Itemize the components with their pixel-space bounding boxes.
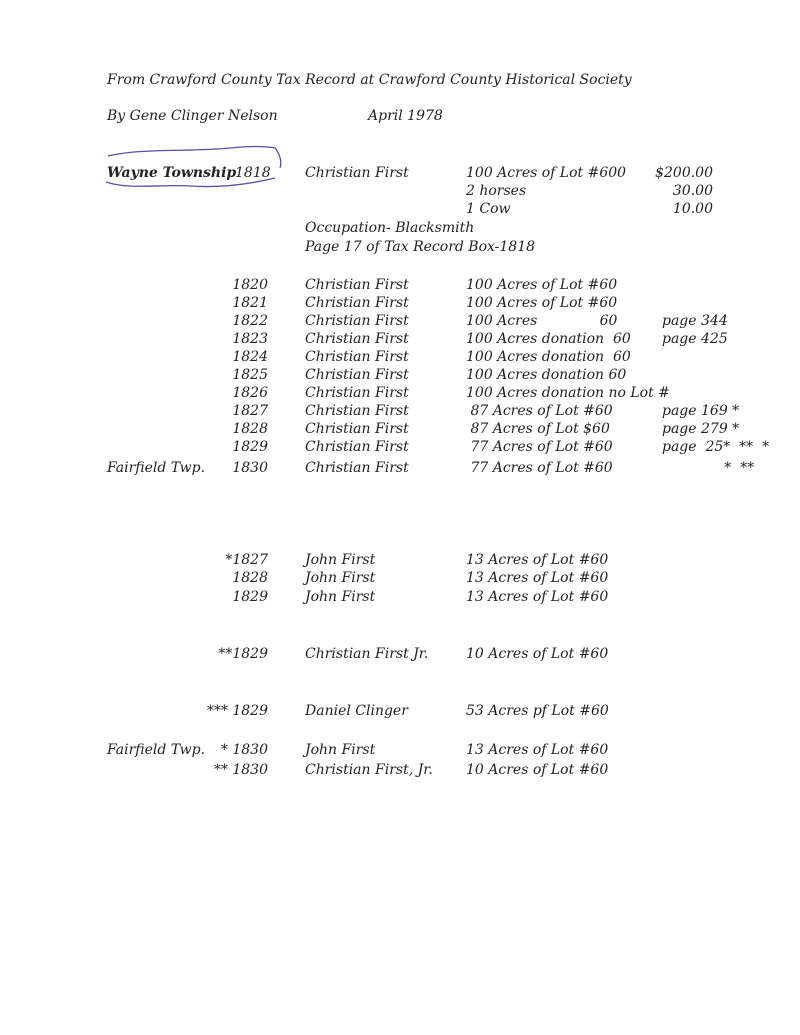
name: Christian First <box>305 295 409 311</box>
year: *1827 <box>225 552 268 568</box>
page-note: page 425 <box>662 331 728 347</box>
year: *** 1829 <box>206 703 268 719</box>
page-note: page 344 <box>662 313 728 329</box>
land-description: 13 Acres of Lot #60 <box>466 742 609 758</box>
page-note: page 25* ** * <box>662 439 770 455</box>
source-page: Page 17 of Tax Record Box-1818 <box>305 239 536 255</box>
year: 1829 <box>232 439 268 455</box>
year: 1818 <box>235 165 271 181</box>
name: Christian First <box>305 277 409 293</box>
year: 1828 <box>232 570 268 586</box>
land-description: 100 Acres 60 <box>466 313 618 329</box>
year: **1829 <box>218 646 268 662</box>
name: Christian First <box>305 403 409 419</box>
land-description: 10 Acres of Lot #60 <box>466 646 609 662</box>
item-desc: 1 Cow <box>466 201 511 217</box>
land-description: 100 Acres donation 60 <box>466 349 631 365</box>
name: Christian First <box>305 421 409 437</box>
item-desc: 2 horses <box>466 183 527 199</box>
page-note: page 279 * <box>662 421 740 437</box>
year: * 1830 <box>220 742 268 758</box>
name: Christian First <box>305 367 409 383</box>
page-note: * ** <box>662 460 755 476</box>
land-description: 100 Acres donation 60 <box>466 367 627 383</box>
year: 1823 <box>232 331 268 347</box>
document-title: From Crawford County Tax Record at Crawford County Historical Society <box>107 72 632 88</box>
name: Daniel Clinger <box>305 703 408 719</box>
land-description: 10 Acres of Lot #60 <box>466 762 609 778</box>
name: Christian First Jr. <box>305 646 429 662</box>
land-description: 13 Acres of Lot #60 <box>466 552 609 568</box>
name: Christian First <box>305 385 409 401</box>
name: Christian First <box>305 349 409 365</box>
year: 1826 <box>232 385 268 401</box>
name: Christian First <box>305 460 409 476</box>
land-description: 13 Acres of Lot #60 <box>466 589 609 605</box>
township-label: Fairfield Twp. <box>107 742 206 758</box>
name: Christian First, Jr. <box>305 762 433 778</box>
year: 1825 <box>232 367 268 383</box>
land-description: 100 Acres of Lot #60 <box>466 277 618 293</box>
land-description: 13 Acres of Lot #60 <box>466 570 609 586</box>
year: 1830 <box>232 460 268 476</box>
name: John First <box>305 589 376 605</box>
year: 1824 <box>232 349 268 365</box>
author-line: By Gene Clinger Nelson <box>107 108 278 124</box>
name: John First <box>305 552 376 568</box>
year: ** 1830 <box>213 762 268 778</box>
year: 1828 <box>232 421 268 437</box>
item-desc: 100 Acres of Lot #600 <box>466 165 627 181</box>
page-note: page 169 * <box>662 403 740 419</box>
land-description: 100 Acres donation 60 <box>466 331 631 347</box>
item-value: 30.00 <box>672 183 713 199</box>
land-description: 77 Acres of Lot #60 <box>466 439 613 455</box>
year: 1821 <box>232 295 268 311</box>
name: John First <box>305 570 376 586</box>
year: 1822 <box>232 313 268 329</box>
year: 1827 <box>232 403 268 419</box>
township-label: Wayne Township <box>107 165 237 181</box>
year: 1829 <box>232 589 268 605</box>
year: 1820 <box>232 277 268 293</box>
name: John First <box>305 742 376 758</box>
name: Christian First <box>305 165 409 181</box>
land-description: 100 Acres of Lot #60 <box>466 295 618 311</box>
date: April 1978 <box>368 108 443 124</box>
item-value: 10.00 <box>672 201 713 217</box>
name: Christian First <box>305 439 409 455</box>
name: Christian First <box>305 331 409 347</box>
occupation: Occupation- Blacksmith <box>305 220 475 236</box>
land-description: 87 Acres of Lot #60 <box>466 403 613 419</box>
name: Christian First <box>305 313 409 329</box>
land-description: 53 Acres pf Lot #60 <box>466 703 609 719</box>
township-label: Fairfield Twp. <box>107 460 206 476</box>
land-description: 77 Acres of Lot #60 <box>466 460 613 476</box>
land-description: 87 Acres of Lot $60 <box>466 421 610 437</box>
land-description: 100 Acres donation no Lot # <box>466 385 670 401</box>
item-value: $200.00 <box>655 165 713 181</box>
